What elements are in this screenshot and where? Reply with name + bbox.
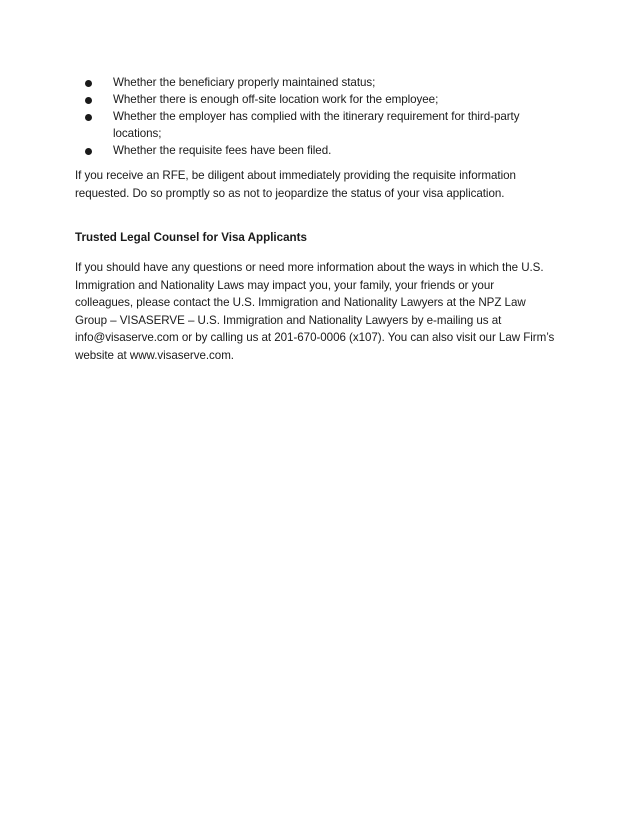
- rfe-paragraph: If you receive an RFE, be diligent about immediately providing the requisite information requested. Do so promptly so as not to jeopardize the status of your visa application.: [75, 169, 516, 200]
- bullet-text: Whether the beneficiary properly maintained status;: [113, 76, 376, 89]
- bullet-item: [85, 91, 555, 108]
- bullet-item: [85, 74, 555, 91]
- criteria-bullet-list: [85, 74, 555, 159]
- section-heading: Trusted Legal Counsel for Visa Applicants: [75, 231, 307, 244]
- bullet-icon: [85, 97, 92, 104]
- bullet-text: Whether the requisite fees have been filed.: [113, 144, 332, 157]
- contact-paragraph: If you should have any questions or need more information about the ways in which the U.S. Immigration and Nationality Laws may impact you, your family, your friends or your colleagues, please contact the U.S. Immigration and Nationality Lawyers at the NPZ Law Group – VISASERVE – U.S. Immigration and Nationality Lawyers by e-mailing us at info@visaserve.com or by calling us at 201-670-0006 (x107). You can also visit our Law Firm’s website at www.visaserve.com.: [75, 261, 555, 362]
- bullet-icon: [85, 114, 92, 121]
- bullet-icon: [85, 148, 92, 155]
- bullet-icon: [85, 80, 92, 87]
- bullet-text: Whether the employer has complied with the itinerary requirement for third-party locations;: [113, 110, 520, 140]
- bullet-item: [85, 142, 555, 159]
- bullet-item: [85, 108, 555, 142]
- bullet-text: Whether there is enough off-site location work for the employee;: [113, 93, 439, 106]
